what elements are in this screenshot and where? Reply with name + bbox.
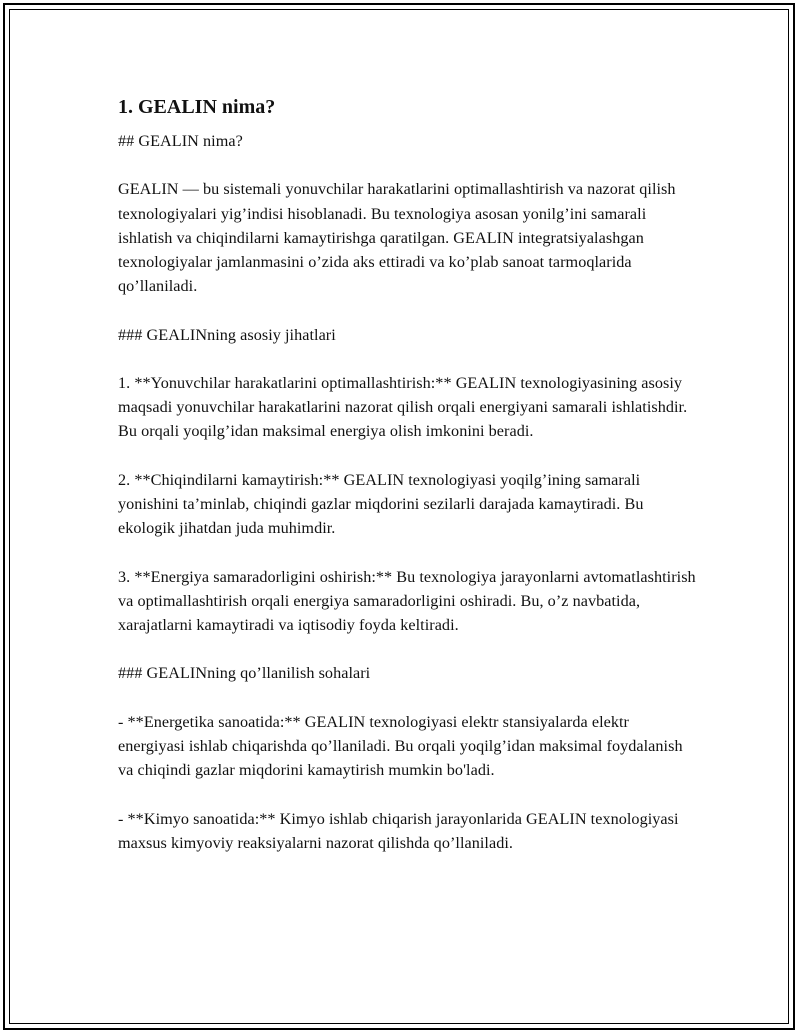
list-item-kimyo: - **Kimyo sanoatida:** Kimyo ishlab chiqarish jarayonlarida GEALIN texnologiyasi maxsus kimyoviy reaksiyalarni nazorat qilishda qo’llaniladi. <box>118 809 679 852</box>
section-heading-qollanilish-sohalari: ### GEALINning qo’llanilish sohalari <box>118 664 371 683</box>
document-body <box>118 94 698 879</box>
list-item-optimallashtirish: 1. **Yonuvchilar harakatlarini optimallashtirish:** GEALIN texnologiyasining asosiy maqsadi yonuvchilar harakatlarini nazorat qilish orqali energiyani samarali ishlatishdir. Bu orqali yoqilg’idan maksimal energiya olish imkonini beradi. <box>118 373 688 441</box>
list-item-chiqindilar: 2. **Chiqindilarni kamaytirish:** GEALIN texnologiyasi yoqilg’ining samarali yonishini ta’minlab, chiqindi gazlar miqdorini sezilarli darajada kamaytiradi. Bu ekologik jihatdan juda muhimdir. <box>118 470 644 538</box>
intro-paragraph: GEALIN — bu sistemali yonuvchilar harakatlarini optimallashtirish va nazorat qilish texnologiyalari yig’indisi hisoblanadi. Bu texnologiya asosan yonilg’ini samarali ishlatish va chiqindilarni kamaytirishga qaratilgan. GEALIN integratsiyalashgan texnologiyalar jamlanmasini o’zida aks ettiradi va ko’plab sanoat tarmoqlarida qo’llaniladi. <box>118 180 676 296</box>
document-title: 1. GEALIN nima? <box>118 96 276 118</box>
list-item-energetika: - **Energetika sanoatida:** GEALIN texnologiyasi elektr stansiyalarda elektr energiyasi ishlab chiqarishda qo’llaniladi. Bu orqali yoqilg’idan maksimal foydalanish va chiqindi gazlar miqdorini kamaytirish mumkin bo'ladi. <box>118 712 683 780</box>
section-heading-asosiy-jihatlari: ### GEALINning asosiy jihatlari <box>118 325 336 344</box>
markdown-heading-gealin-nima: ## GEALIN nima? <box>118 132 243 150</box>
list-item-energiya-samaradorligi: 3. **Energiya samaradorligini oshirish:** Bu texnologiya jarayonlarni avtomatlashtirish va optimallashtirish orqali energiya samaradorligini oshiradi. Bu, o’z navbatida, xarajatlarni kamaytiradi va iqtisodiy foyda keltiradi. <box>118 567 696 634</box>
